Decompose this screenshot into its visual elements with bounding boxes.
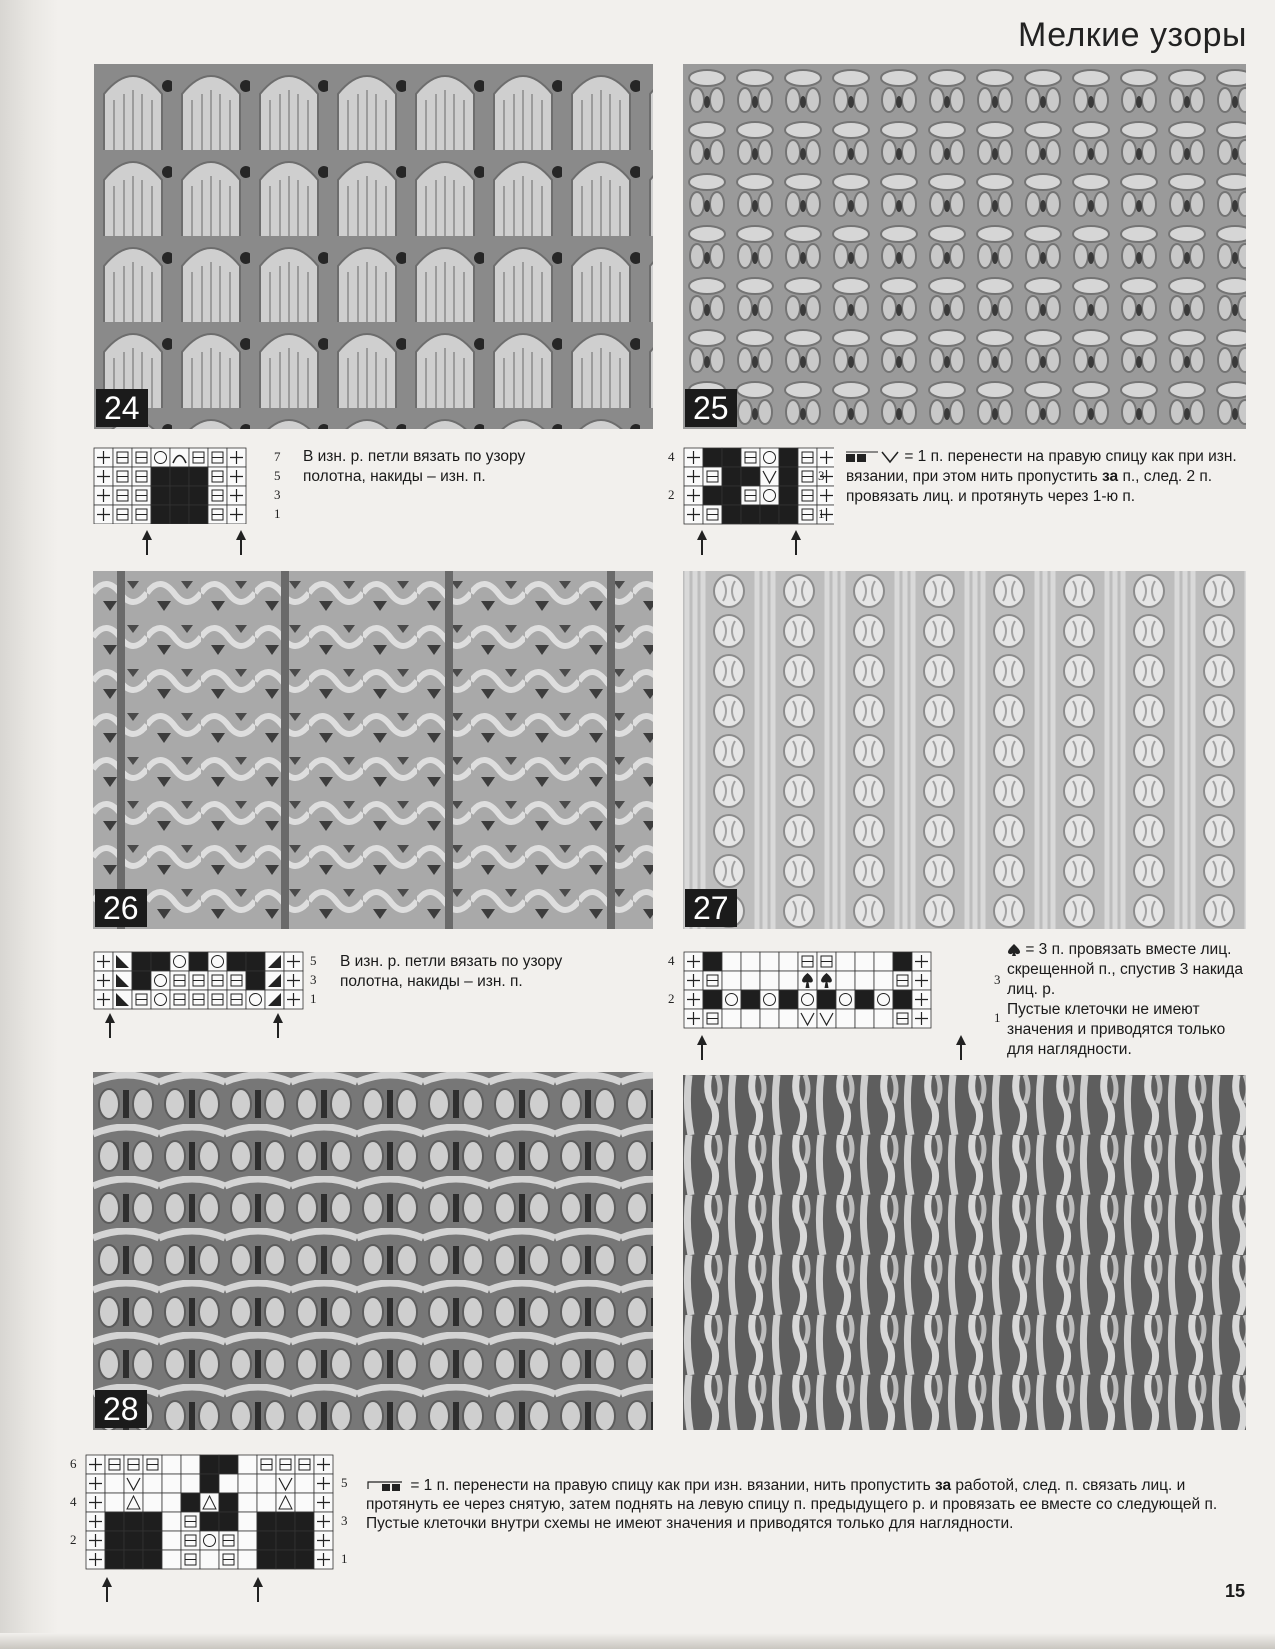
chart-cell	[295, 1474, 314, 1493]
page-edge-shadow	[0, 1633, 1275, 1649]
chart-cell	[162, 1550, 181, 1569]
chart-cell	[105, 1474, 124, 1493]
swatch-photo-26	[93, 571, 653, 929]
row-label: 1	[818, 506, 825, 521]
chart-cell	[295, 1493, 314, 1512]
page-number: 15	[1224, 1581, 1245, 1601]
chart-cell	[189, 952, 208, 971]
chart-cell	[722, 448, 741, 467]
chart-cell	[151, 505, 170, 524]
up-arrow-icon	[696, 1033, 708, 1061]
chart-cell	[238, 1550, 257, 1569]
chart-cell	[227, 952, 246, 971]
pattern-number-badge: 28	[95, 1390, 147, 1428]
chart-cell	[257, 1474, 276, 1493]
chart-cell	[779, 1009, 798, 1028]
chart-cell	[257, 1531, 276, 1550]
pattern-24-description: В изн. р. петли вязать по узору полотна, накиды – изн. п.	[303, 448, 526, 485]
chart-cell	[760, 505, 779, 524]
chart-cell	[703, 990, 722, 1009]
up-arrow-icon	[252, 1575, 264, 1603]
chart-cell	[162, 1512, 181, 1531]
chart-cell	[181, 1455, 200, 1474]
chart-cell	[219, 1493, 238, 1512]
chart-cell	[124, 1550, 143, 1569]
chart-cell	[836, 971, 855, 990]
chart-cell	[779, 448, 798, 467]
knit-texture-27	[683, 571, 1246, 929]
row-label: 2	[668, 487, 675, 502]
chart-cell	[151, 971, 170, 990]
chart-cell	[238, 1493, 257, 1512]
up-arrow-icon	[101, 1575, 113, 1603]
pattern-number-badge: 24	[96, 389, 148, 427]
row-label: 5	[310, 953, 317, 968]
chart-cell	[722, 990, 741, 1009]
chart-cell	[760, 971, 779, 990]
row-label: 5	[341, 1475, 348, 1490]
chart-cell	[779, 990, 798, 1009]
chart-cell	[189, 486, 208, 505]
chart-27	[664, 950, 1004, 1032]
chart-cell	[200, 1531, 219, 1550]
pattern-number-badge: 25	[685, 389, 737, 427]
chart-cell	[855, 971, 874, 990]
chart-cell	[124, 1531, 143, 1550]
chart-cell	[257, 1550, 276, 1569]
row-label: 2	[668, 991, 675, 1006]
pattern-27-legend: = 3 п. провязать вместе лиц. скрещенной п., спустив 3 накида лиц. р. Пустые клеточки не имеют значения и приводятся только для наглядности.	[1007, 941, 1243, 1058]
chart-cell	[189, 467, 208, 486]
chart-cell	[760, 990, 779, 1009]
chart-cell	[162, 1474, 181, 1493]
chart-24	[92, 446, 292, 524]
chart-cell	[722, 971, 741, 990]
chart-cell	[151, 448, 170, 467]
chart-cell	[295, 1531, 314, 1550]
chart-cell	[760, 486, 779, 505]
row-label: 1	[274, 506, 281, 521]
chart-cell	[779, 971, 798, 990]
chart-cell	[162, 1455, 181, 1474]
row-label: 3	[341, 1513, 348, 1528]
row-label: 6	[70, 1456, 77, 1471]
page-title: Мелкие узоры	[1017, 16, 1247, 54]
chart-cell	[836, 952, 855, 971]
chart-cell	[741, 990, 760, 1009]
chart-cell	[170, 467, 189, 486]
chart-cell	[722, 1009, 741, 1028]
row-label: 1	[341, 1551, 348, 1566]
chart-cell	[855, 1009, 874, 1028]
knit-texture-28	[93, 1072, 653, 1430]
chart-cell	[893, 990, 912, 1009]
up-arrow-icon	[104, 1011, 116, 1039]
chart-cell	[143, 1531, 162, 1550]
chart-cell	[151, 952, 170, 971]
up-arrow-icon	[955, 1033, 967, 1061]
chart-cell	[836, 990, 855, 1009]
chart-cell	[219, 1474, 238, 1493]
chart-cell	[855, 990, 874, 1009]
chart-cell	[246, 971, 265, 990]
row-label: 2	[70, 1532, 77, 1547]
up-arrow-icon	[790, 528, 802, 556]
chart-cell	[189, 505, 208, 524]
chart-25	[664, 446, 834, 528]
chart-cell	[741, 505, 760, 524]
up-arrow-icon	[141, 528, 153, 556]
chart-cell	[276, 1512, 295, 1531]
book-spine-shadow	[0, 0, 58, 1649]
knit-texture-24	[94, 64, 653, 429]
chart-cell	[246, 952, 265, 971]
chart-cell	[817, 990, 836, 1009]
chart-cell	[722, 505, 741, 524]
chart-cell	[779, 467, 798, 486]
swatch-photo-24	[94, 64, 653, 429]
chart-cell	[760, 1009, 779, 1028]
chart-cell	[219, 1512, 238, 1531]
pattern-25-legend: = 1 п. перенести на правую спицу как при изн. вязании, при этом нить пропустить за п., след. 2 п. провязать лиц. и протянуть через 1-ю п.	[846, 448, 1237, 505]
chart-cell	[722, 952, 741, 971]
chart-cell	[836, 1009, 855, 1028]
chart-cell	[855, 952, 874, 971]
chart-cell	[893, 952, 912, 971]
chart-cell	[200, 1550, 219, 1569]
knit-texture-29	[683, 1075, 1246, 1430]
chart-cell	[798, 990, 817, 1009]
row-label: 4	[668, 953, 675, 968]
swatch-photo-29	[683, 1075, 1246, 1430]
pattern-number-badge: 27	[685, 889, 737, 927]
chart-cell	[246, 990, 265, 1009]
slip-over-symbol-icon	[366, 1479, 406, 1493]
pattern-28-legend: = 1 п. перенести на правую спицу как при изн. вязании, нить пропустить за работой, след. п. связать лиц. и протянуть ее через снятую, затем поднять на левую спицу п. предыдущего р. и провязать ее вместе со следующей п. Пустые клеточки внутри схемы не имеют значения и приводятся только для наглядности.	[366, 1477, 1218, 1532]
chart-cell	[105, 1493, 124, 1512]
chart-cell	[874, 1009, 893, 1028]
chart-cell	[238, 1531, 257, 1550]
up-arrow-icon	[272, 1011, 284, 1039]
chart-cell	[295, 1550, 314, 1569]
chart-cell	[238, 1512, 257, 1531]
chart-cell	[200, 1455, 219, 1474]
chart-cell	[257, 1512, 276, 1531]
up-arrow-icon	[235, 528, 247, 556]
chart-cell	[722, 486, 741, 505]
pattern-number-badge: 26	[95, 889, 147, 927]
chart-cell	[170, 448, 189, 467]
chart-cell	[170, 505, 189, 524]
row-label: 5	[274, 468, 281, 483]
chart-cell	[779, 486, 798, 505]
chart-cell	[143, 1550, 162, 1569]
chart-cell	[132, 952, 151, 971]
up-arrow-icon	[696, 528, 708, 556]
slip-symbol-icon	[846, 450, 900, 464]
chart-cell	[238, 1455, 257, 1474]
chart-cell	[151, 990, 170, 1009]
chart-26	[92, 950, 322, 1010]
row-label: 3	[818, 468, 825, 483]
chart-cell	[151, 486, 170, 505]
chart-cell	[105, 1512, 124, 1531]
chart-cell	[181, 1493, 200, 1512]
knit-texture-25	[683, 64, 1246, 429]
chart-cell	[703, 952, 722, 971]
chart-cell	[143, 1474, 162, 1493]
chart-cell	[703, 448, 722, 467]
chart-cell	[238, 1474, 257, 1493]
swatch-photo-25	[683, 64, 1246, 429]
row-label: 4	[668, 449, 675, 464]
chart-cell	[162, 1531, 181, 1550]
chart-cell	[741, 952, 760, 971]
chart-cell	[219, 1455, 238, 1474]
chart-cell	[200, 1474, 219, 1493]
swatch-photo-27	[683, 571, 1246, 929]
chart-cell	[143, 1512, 162, 1531]
chart-cell	[760, 448, 779, 467]
chart-cell	[276, 1531, 295, 1550]
row-label: 7	[274, 449, 281, 464]
chart-cell	[779, 952, 798, 971]
chart-cell	[124, 1512, 143, 1531]
chart-cell	[105, 1531, 124, 1550]
chart-cell	[151, 467, 170, 486]
chart-cell	[162, 1493, 181, 1512]
row-label: 3	[274, 487, 281, 502]
pattern-26-description: В изн. р. петли вязать по узору полотна, накиды – изн. п.	[340, 953, 563, 990]
chart-cell	[105, 1550, 124, 1569]
chart-cell	[170, 952, 189, 971]
row-label: 1	[310, 991, 317, 1006]
chart-cell	[276, 1550, 295, 1569]
chart-cell	[257, 1493, 276, 1512]
chart-cell	[703, 486, 722, 505]
chart-cell	[874, 971, 893, 990]
chart-cell	[295, 1512, 314, 1531]
chart-cell	[132, 971, 151, 990]
chart-cell	[874, 952, 893, 971]
spade-symbol-icon	[1007, 943, 1021, 957]
chart-cell	[741, 467, 760, 486]
chart-cell	[760, 952, 779, 971]
chart-cell	[722, 467, 741, 486]
row-label: 3	[994, 972, 1001, 987]
chart-cell	[779, 505, 798, 524]
swatch-photo-28	[93, 1072, 653, 1430]
chart-cell	[874, 990, 893, 1009]
row-label: 4	[70, 1494, 77, 1509]
row-label: 1	[994, 1010, 1001, 1025]
knit-texture-26	[93, 571, 653, 929]
chart-28	[66, 1453, 356, 1578]
chart-cell	[741, 1009, 760, 1028]
chart-cell	[741, 971, 760, 990]
chart-cell	[181, 1474, 200, 1493]
row-label: 3	[310, 972, 317, 987]
chart-cell	[208, 952, 227, 971]
chart-cell	[170, 486, 189, 505]
chart-cell	[143, 1493, 162, 1512]
chart-cell	[200, 1512, 219, 1531]
